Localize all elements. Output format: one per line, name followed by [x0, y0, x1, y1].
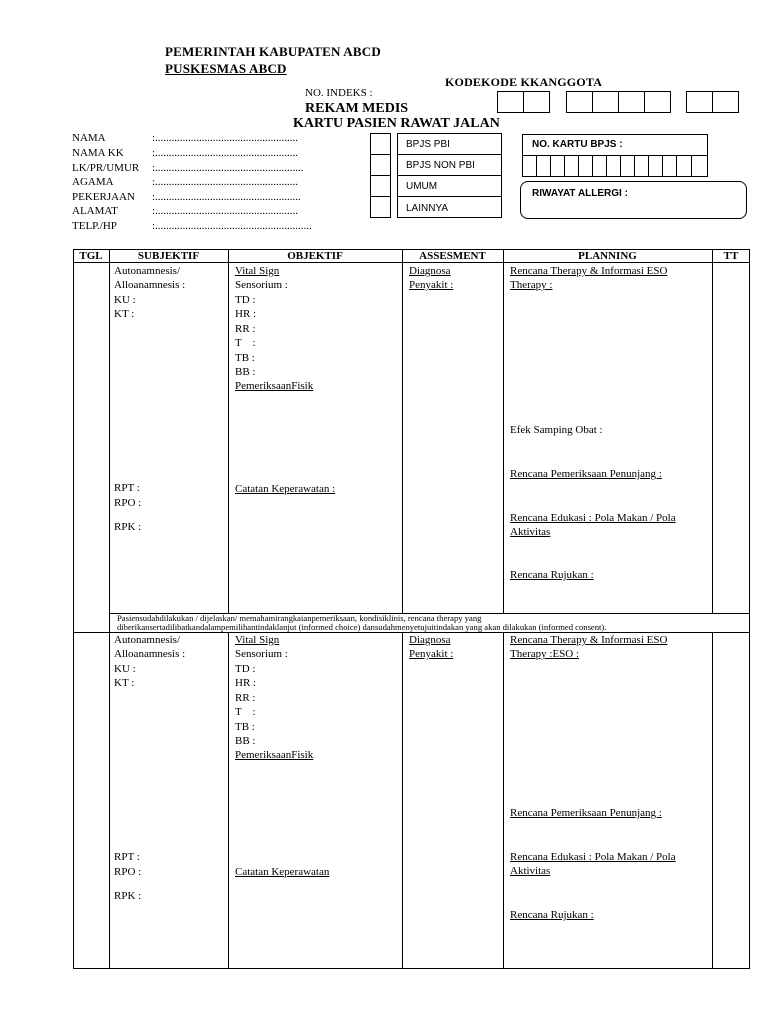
planning-therapy-line: Rencana Therapy & Informasi ESO [510, 634, 668, 646]
efek-samping-label: Efek Samping Obat : [510, 424, 603, 436]
consent-line-2: diberikansertadilibatkandalampemilihantindaklanjut (informed choice) dansudahmenyetujuitindakan yang akan dilakukan (informed consent). [117, 622, 607, 632]
objektif-line: T : [235, 706, 256, 718]
no-kartu-bpjs-label: NO. KARTU BPJS : [532, 139, 623, 150]
option-lainnya[interactable]: LAINNYA [406, 203, 449, 214]
col-header-tt: TT [723, 250, 739, 262]
rpk-label: RPK : [114, 890, 142, 902]
col-header-tgl: TGL [79, 250, 103, 262]
objektif-line: T : [235, 337, 256, 349]
no-indeks-label: NO. INDEKS : [305, 87, 373, 99]
objektif-line: HR : [235, 677, 257, 689]
field-dots[interactable]: :.................................................... [152, 205, 299, 217]
field-label: NAMA [72, 132, 106, 144]
catatan-keperawatan-label: Catatan Keperawatan [235, 866, 330, 878]
subjektif-line: KT : [114, 308, 135, 320]
assesment-line: Penyakit : [409, 279, 454, 291]
planning-therapy-line: Therapy : [510, 279, 553, 291]
rpt-label: RPT : [114, 482, 140, 494]
field-dots[interactable]: :.................................................... [152, 132, 299, 144]
subjektif-line: Alloanamnesis : [114, 648, 186, 660]
objektif-line: Sensorium : [235, 648, 288, 660]
kartu-pasien-title: KARTU PASIEN RAWAT JALAN [293, 116, 500, 131]
assesment-line: Diagnosa [409, 265, 451, 277]
objektif-line: TD : [235, 294, 256, 306]
planning-therapy-line: Therapy :ESO : [510, 648, 580, 660]
vital-sign-title: Vital Sign [235, 634, 280, 646]
field-label: NAMA KK [72, 147, 124, 159]
objektif-line: RR : [235, 692, 256, 704]
edukasi-line: Aktivitas [510, 865, 551, 877]
col-header-subjektif: SUBJEKTIF [137, 250, 200, 262]
edukasi-line: Rencana Edukasi : Pola Makan / Pola [510, 851, 676, 863]
option-bpjs-non-pbi[interactable]: BPJS NON PBI [406, 160, 475, 171]
field-dots[interactable]: :.................................................... [152, 147, 299, 159]
rujukan-label: Rencana Rujukan : [510, 569, 594, 581]
objektif-line: BB : [235, 366, 256, 378]
field-label: PEKERJAAN [72, 191, 135, 203]
catatan-keperawatan-label: Catatan Keperawatan : [235, 483, 336, 495]
col-header-planning: PLANNING [578, 250, 637, 262]
objektif-line: TD : [235, 663, 256, 675]
header-line2: PUSKESMAS ABCD [165, 61, 287, 76]
edukasi-line: Aktivitas [510, 526, 551, 538]
rpt-label: RPT : [114, 851, 140, 863]
field-dots[interactable]: :......................................................... [152, 220, 312, 232]
header-line1: PEMERINTAH KABUPATEN ABCD [165, 44, 381, 59]
col-header-assesment: ASSESMENT [419, 250, 486, 262]
kodekode-label: KODEKODE KKANGGOTA [445, 75, 603, 89]
field-dots[interactable]: :...................................................... [152, 162, 304, 174]
vital-sign-title: Vital Sign [235, 265, 280, 277]
subjektif-line: KT : [114, 677, 135, 689]
objektif-line: TB : [235, 352, 255, 364]
option-umum[interactable]: UMUM [406, 181, 438, 192]
pemeriksaan-fisik-label: PemeriksaanFisik [235, 749, 314, 761]
subjektif-line: Autonamnesis/ [114, 634, 180, 646]
assesment-line: Diagnosa [409, 634, 451, 646]
rekam-medis-title: REKAM MEDIS [305, 101, 409, 116]
field-label: AGAMA [72, 176, 114, 188]
objektif-line: BB : [235, 735, 256, 747]
penunjang-label: Rencana Pemeriksaan Penunjang : [510, 807, 662, 819]
objektif-line: TB : [235, 721, 255, 733]
planning-therapy-line: Rencana Therapy & Informasi ESO [510, 265, 668, 277]
objektif-line: HR : [235, 308, 257, 320]
assesment-line: Penyakit : [409, 648, 454, 660]
field-label: ALAMAT [72, 205, 118, 217]
rpo-label: RPO : [114, 866, 142, 878]
option-bpjs-pbi[interactable]: BPJS PBI [406, 139, 450, 150]
rpo-label: RPO : [114, 497, 142, 509]
edukasi-line: Rencana Edukasi : Pola Makan / Pola [510, 512, 676, 524]
field-dots[interactable]: :..................................................... [152, 191, 301, 203]
riwayat-allergi-box[interactable] [520, 181, 747, 219]
riwayat-allergi-label: RIWAYAT ALLERGI : [532, 188, 628, 199]
subjektif-line: KU : [114, 663, 136, 675]
subjektif-line: KU : [114, 294, 136, 306]
consent-line-1: Pasiensudahdilakukan / dijelaskan/ memahamirangkaianpemeriksaan, kondisiklinis, rencana therapy yang [117, 613, 482, 623]
objektif-line: RR : [235, 323, 256, 335]
objektif-line: Sensorium : [235, 279, 288, 291]
field-label: LK/PR/UMUR [72, 162, 140, 174]
field-dots[interactable]: :.................................................... [152, 176, 299, 188]
subjektif-line: Alloanamnesis : [114, 279, 186, 291]
subjektif-line: Autonamnesis/ [114, 265, 180, 277]
col-header-objektif: OBJEKTIF [287, 250, 343, 262]
rujukan-label: Rencana Rujukan : [510, 909, 594, 921]
rpk-label: RPK : [114, 521, 142, 533]
penunjang-label: Rencana Pemeriksaan Penunjang : [510, 468, 662, 480]
field-label: TELP./HP [72, 220, 117, 232]
pemeriksaan-fisik-label: PemeriksaanFisik [235, 380, 314, 392]
